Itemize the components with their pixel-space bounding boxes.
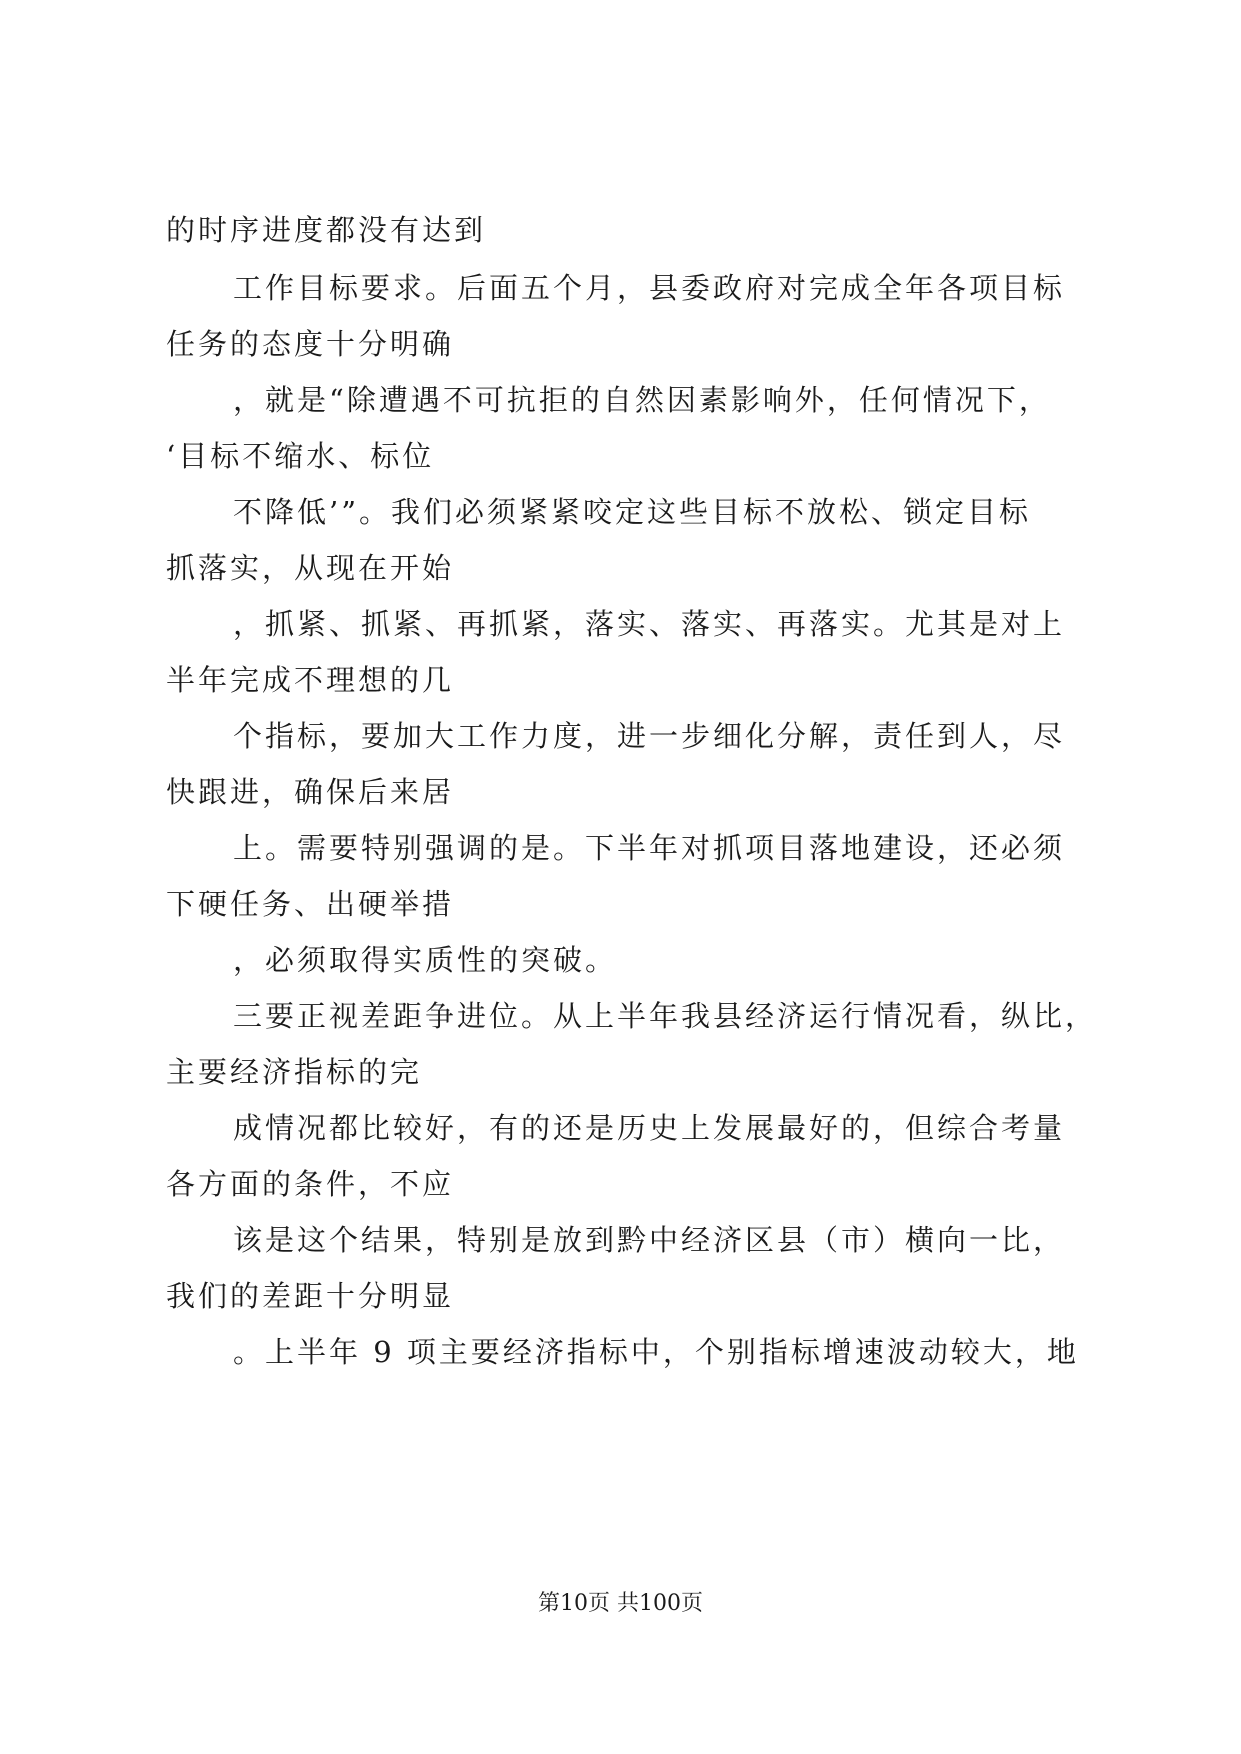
text-line: 个指标，要加大工作力度，进一步细化分解，责任到人，尽 <box>233 719 1066 753</box>
page-number-footer: 第10页 共100页 <box>538 1591 703 1616</box>
text-line: 不降低’”。我们必须紧紧咬定这些目标不放松、锁定目标 <box>233 495 1032 529</box>
text-line: 我们的差距十分明显 <box>166 1279 455 1313</box>
text-line: ，抓紧、抓紧、再抓紧，落实、落实、再落实。尤其是对上 <box>233 607 1066 641</box>
text-line: ，必须取得实质性的突破。 <box>233 943 618 977</box>
text-line: 主要经济指标的完 <box>166 1055 423 1089</box>
text-line: 该是这个结果，特别是放到黔中经济区县（市）横向一比， <box>233 1223 1066 1257</box>
text-line: 抓落实，从现在开始 <box>166 551 455 585</box>
text-line: 任务的态度十分明确 <box>166 327 455 361</box>
text-line: ‘目标不缩水、标位 <box>166 439 435 473</box>
text-line: 半年完成不理想的几 <box>166 663 455 697</box>
text-line: ，就是“除遭遇不可抗拒的自然因素影响外，任何情况下， <box>233 383 1051 417</box>
text-line: 的时序进度都没有达到 <box>166 213 487 247</box>
text-line: 工作目标要求。后面五个月，县委政府对完成全年各项目标 <box>233 271 1066 305</box>
text-line: 各方面的条件，不应 <box>166 1167 455 1201</box>
text-line: 。上半年 9 项主要经济指标中，个别指标增速波动较大，地 <box>233 1335 1079 1369</box>
text-line: 上。需要特别强调的是。下半年对抓项目落地建设，还必须 <box>233 831 1066 865</box>
text-line: 成情况都比较好，有的还是历史上发展最好的，但综合考量 <box>233 1111 1066 1145</box>
text-line: 下硬任务、出硬举措 <box>166 887 455 921</box>
text-line: 快跟进，确保后来居 <box>166 775 455 809</box>
text-line: 三要正视差距争进位。从上半年我县经济运行情况看，纵比， <box>233 999 1098 1033</box>
